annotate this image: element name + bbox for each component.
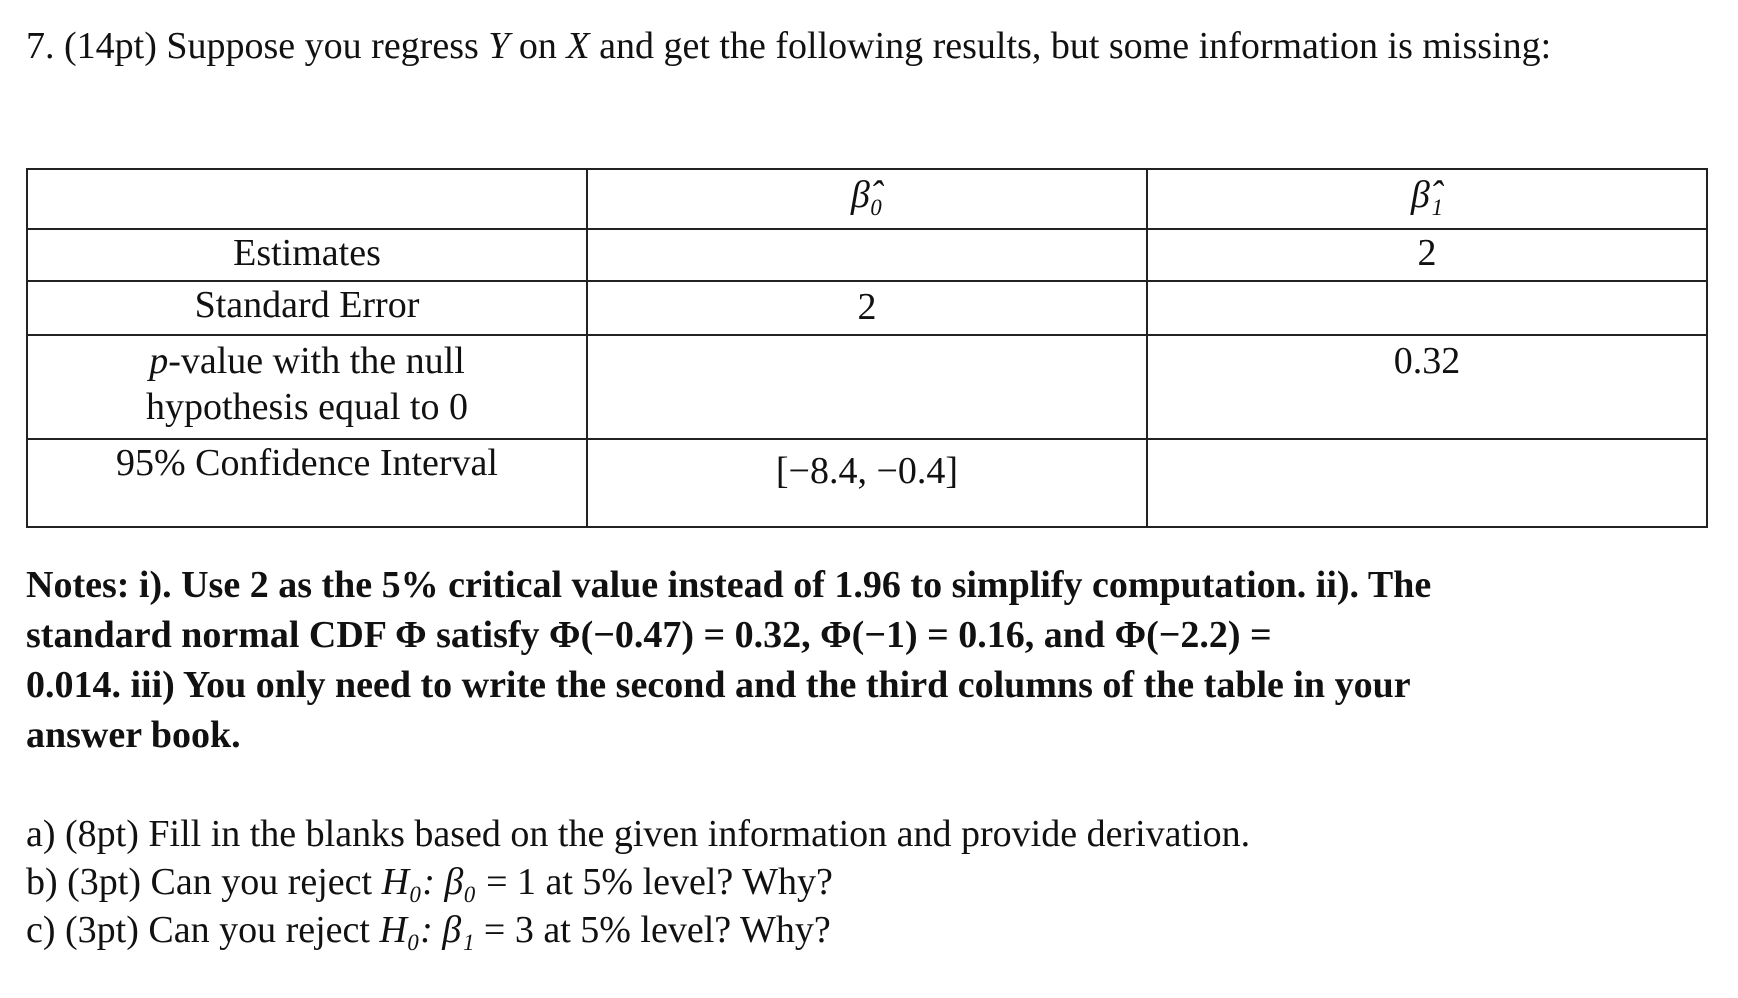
question-text-on: on (518, 25, 557, 67)
part-b-hypothesis: H₀: β₀ (381, 861, 477, 903)
question-points: (14pt) (64, 25, 157, 67)
row-label-p-value (27, 335, 587, 439)
se-beta0: 2 (587, 281, 1147, 335)
table-row-estimates (27, 229, 1707, 281)
part-a: a) (8pt) Fill in the blanks based on the given information and provide derivation. (26, 813, 1251, 855)
table-header-row (27, 169, 1707, 229)
ci-beta0: [−8.4, −0.4] (587, 439, 1147, 527)
se-beta1 (1147, 281, 1707, 335)
p-value-label-rest: -value with the null (168, 340, 465, 382)
table-row-p-value (27, 335, 1707, 439)
header-beta0: β̂₀ (587, 169, 1147, 229)
part-c-prefix: c) (3pt) Can you reject (26, 909, 370, 951)
regression-results-table (26, 168, 1708, 528)
p-value-p: p (149, 340, 169, 382)
part-c (26, 906, 1686, 954)
question-stem (26, 22, 1686, 70)
variable-x: X (566, 25, 590, 67)
pvalue-beta0 (587, 335, 1147, 439)
part-b (26, 858, 1686, 906)
notes-line-1: Notes: i). Use 2 as the 5% critical value instead of 1.96 to simplify computation. ii). The (26, 564, 1432, 606)
row-label-standard-error: Standard Error (27, 281, 587, 335)
table-row-confidence-interval (27, 439, 1707, 527)
part-c-hypothesis: H₀: β₁ (379, 909, 475, 951)
row-label-estimates: Estimates (27, 229, 587, 281)
table-row-standard-error (27, 281, 1707, 335)
header-blank-cell (27, 169, 587, 229)
notes-paragraph (26, 560, 1706, 760)
notes-line-2: standard normal CDF Φ satisfy Φ(−0.47) = 0.32, Φ(−1) = 0.16, and Φ(−2.2) = (26, 614, 1272, 656)
question-parts (26, 810, 1686, 954)
notes-line-4: answer book. (26, 714, 241, 756)
part-b-prefix: b) (3pt) Can you reject (26, 861, 373, 903)
ci-beta1 (1147, 439, 1707, 527)
part-c-suffix: = 3 at 5% level? Why? (474, 909, 831, 951)
row-label-confidence-interval: 95% Confidence Interval (27, 439, 587, 527)
estimate-beta0 (587, 229, 1147, 281)
estimate-beta1: 2 (1147, 229, 1707, 281)
header-beta1: β̂₁ (1147, 169, 1707, 229)
question-number: 7. (26, 25, 55, 67)
pvalue-beta1: 0.32 (1147, 335, 1707, 439)
question-text-1: Suppose you regress (166, 25, 479, 67)
part-b-suffix: = 1 at 5% level? Why? (476, 861, 833, 903)
p-value-label-line2: hypothesis equal to 0 (146, 386, 468, 428)
notes-line-3: 0.014. iii) You only need to write the second and the third columns of the table in your (26, 664, 1411, 706)
variable-y: Y (488, 25, 510, 67)
question-text-2: and get the following results, but some information is missing: (599, 25, 1552, 67)
